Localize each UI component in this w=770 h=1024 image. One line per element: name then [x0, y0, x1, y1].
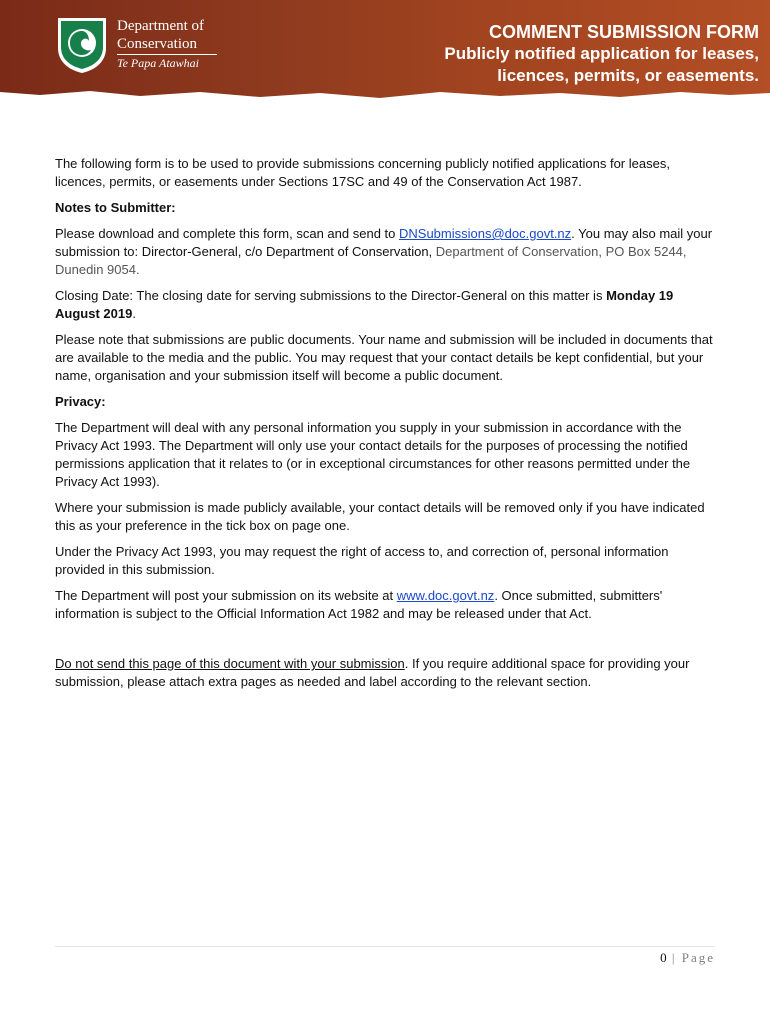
download-paragraph [55, 225, 717, 279]
page-header [0, 0, 770, 102]
logo-divider [117, 54, 217, 55]
intro-paragraph: The following form is to be used to provide submissions concerning publicly notified applications for leases, licences, permits, or easements under Sections 17SC and 49 of the Conservation Act 1987. [55, 156, 670, 189]
privacy-heading: Privacy: [55, 394, 106, 409]
website-text-cont: . Once submitted, submitters' information is subject to the Official Information Act 1982 and may be released under that Act. [55, 588, 663, 621]
form-title: COMMENT SUBMISSION FORM [489, 22, 759, 42]
notes-heading: Notes to Submitter: [55, 200, 176, 215]
do-not-send-paragraph [55, 655, 717, 691]
document-body [55, 155, 717, 699]
page-footer [660, 950, 715, 966]
download-text: Please download and complete this form, scan and send to [55, 226, 399, 241]
doc-emblem-icon [55, 16, 109, 74]
footer-divider [55, 946, 715, 947]
form-subtitle-line-1: Publicly notified application for leases, [444, 44, 759, 63]
logo-line-3: Te Papa Atawhai [117, 56, 200, 70]
doc-logo [55, 16, 218, 74]
closing-text: Closing Date: The closing date for serving submissions to the Director-General on this matter is [55, 288, 607, 303]
closing-date: Monday 19 August 2019 [55, 288, 674, 321]
spacer [55, 631, 717, 655]
logo-line-2: Conservation [117, 36, 197, 52]
website-paragraph [55, 587, 717, 623]
website-link[interactable]: www.doc.govt.nz [396, 588, 495, 603]
form-title-block [444, 21, 759, 87]
closing-date-paragraph [55, 287, 717, 323]
torn-edge-decoration [0, 86, 770, 102]
privacy-paragraph-3: Under the Privacy Act 1993, you may request the right of access to, and correction of, personal information provided in this submission. [55, 544, 669, 577]
email-link[interactable]: DNSubmissions@doc.govt.nz [399, 226, 572, 241]
public-documents-paragraph: Please note that submissions are public documents. Your name and submission will be included in documents that are available to the media and the public. You may request that your contact details be kept confidential, but your name, organisation and your submission itself will become a public document. [55, 332, 713, 383]
postal-address: Department of Conservation, PO Box 5244, Dunedin 9054. [55, 244, 687, 277]
download-text-cont: . You may also mail your submission to: Director-General, c/o Department of Conservation, [55, 226, 713, 259]
website-text: The Department will post your submission on its website at [55, 588, 397, 603]
form-subtitle-line-2: licences, permits, or easements. [497, 66, 759, 85]
do-not-send-text: . If you require additional space for providing your submission, please attach extra pages as needed and label according to the relevant section. [55, 656, 690, 689]
do-not-send-notice: Do not send this page of this document with your submission [55, 656, 405, 671]
privacy-paragraph-2: Where your submission is made publicly available, your contact details will be removed only if you have indicated this as your preference in the tick box on page one. [55, 500, 705, 533]
closing-text-end: . [132, 306, 136, 321]
page-number: 0 [660, 950, 667, 965]
privacy-paragraph-1: The Department will deal with any personal information you supply in your submission in accordance with the Privacy Act 1993. The Department will only use your contact details for the purposes of processing the notified permissions application that it relates to (or in exceptional circumstances for other reasons permitted under the Privacy Act 1993). [55, 420, 691, 489]
page-label: Page [681, 950, 715, 965]
logo-line-1: Department of [117, 18, 205, 34]
page-separator: | [666, 950, 682, 965]
